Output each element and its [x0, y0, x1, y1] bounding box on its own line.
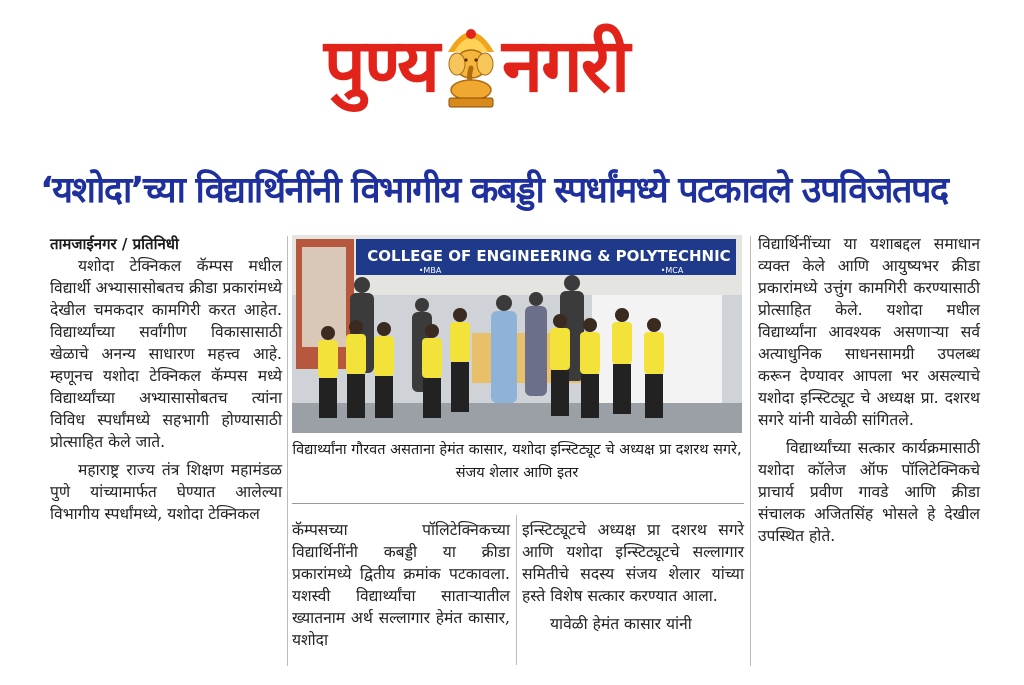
paragraph: यावेळी हेमंत कासार यांनी — [550, 615, 692, 633]
column-divider — [750, 236, 751, 666]
photo-block — [292, 235, 742, 503]
masthead-title-right: नगरी — [502, 23, 629, 109]
group-photo-illustration — [292, 235, 742, 433]
banner-mba: •MBA — [418, 266, 442, 275]
banner-text: COLLEGE OF ENGINEERING & POLYTECHNIC — [367, 247, 731, 265]
photo-caption: विद्यार्थ्यांना गौरवत असताना हेमंत कासार, यशोदा इन्स्टिट्यूट चे अध्यक्ष प्रा दशरथ सगरे, संजय शेलार आणि इतर — [292, 442, 742, 481]
article-column-3 — [522, 519, 744, 635]
paragraph: विद्यार्थिनींच्या या यशाबद्दल समाधान व्यक्त केले आणि आयुष्यभर क्रीडा प्रकारांमध्ये उत्तुंग कामगिरी करण्यासाठी प्रोत्साहित केले. यशोदा मधील विद्यार्थ्यांना आवश्यक असणाऱ्या सर्व अत्याधुनिक साधनसामग्री उपलब्ध करून देण्यावर आपला भर असल्याचे यशोदा इन्स्टिट्यूट चे अध्यक्ष प्रा. दशरथ सगरे यांनी यावेळी सांगितले. — [758, 235, 980, 429]
ganesh-logo-icon — [440, 18, 502, 110]
masthead-title-left: पुण्य — [323, 23, 438, 109]
banner-mca: •MCA — [660, 266, 684, 275]
caption-rule — [292, 503, 744, 504]
masthead — [0, 0, 1024, 132]
paragraph: कॅम्पसच्या पॉलिटेक्निकच्या विद्यार्थिनींनी कबड्डी या क्रीडा प्रकारांमध्ये द्वितीय क्रमांक पटकावला. यशस्वी विद्यार्थ्यांचा साताऱ्यातील ख्यातनाम अर्थ सल्लागार हेमंत कासार, यशोदा — [292, 521, 510, 649]
byline: तामजाईनगर / प्रतिनिधी — [50, 235, 179, 253]
article-headline: ‘यशोदा’च्या विद्यार्थिनींनी विभागीय कबड्डी स्पर्धांमध्ये पटकावले उपविजेतपद — [40, 170, 948, 211]
paragraph: यशोदा टेक्निकल कॅम्पस मधील विद्यार्थी अभ्यासासोबतच क्रीडा प्रकारांमध्ये देखील चमकदार कामगिरी करत आहेत. विद्यार्थ्यांच्या सर्वांगीण विकासासाठी खेळाचे अनन्य साधारण महत्त्व आहे. म्हणूनच यशोदा टेक्निकल कॅम्पस मध्ये विद्यार्थ्यांच्या अभ्यासासोबतच त्यांना विविध स्पर्धांमध्ये सहभागी होण्यासाठी प्रोत्साहित केले जाते. — [50, 257, 282, 451]
column-divider — [287, 236, 288, 666]
paragraph: विद्यार्थ्यांच्या सत्कार कार्यक्रमासाठी यशोदा कॉलेज ऑफ पॉलिटेक्निकचे प्राचार्य प्रवीण गावडे आणि क्रीडा संचालक अजितसिंह भोसले हे देखील उपस्थित होते. — [758, 439, 980, 545]
article-column-1 — [50, 233, 282, 525]
article-column-2 — [292, 519, 510, 651]
paragraph: इन्स्टिट्यूटचे अध्यक्ष प्रा दशरथ सगरे आणि यशोदा इन्स्टिट्यूटचे सल्लागार समितीचे सदस्य संजय शेलार यांच्या हस्ते विशेष सत्कार करण्यात आला. — [522, 521, 744, 605]
article-photo — [292, 235, 742, 433]
column-divider — [516, 515, 517, 665]
article-column-4 — [758, 233, 980, 547]
paragraph: महाराष्ट्र राज्य तंत्र शिक्षण महामंडळ पुणे यांच्यामार्फत घेण्यात आलेल्या विभागीय स्पर्धांमध्ये, यशोदा टेक्निकल — [50, 461, 282, 523]
